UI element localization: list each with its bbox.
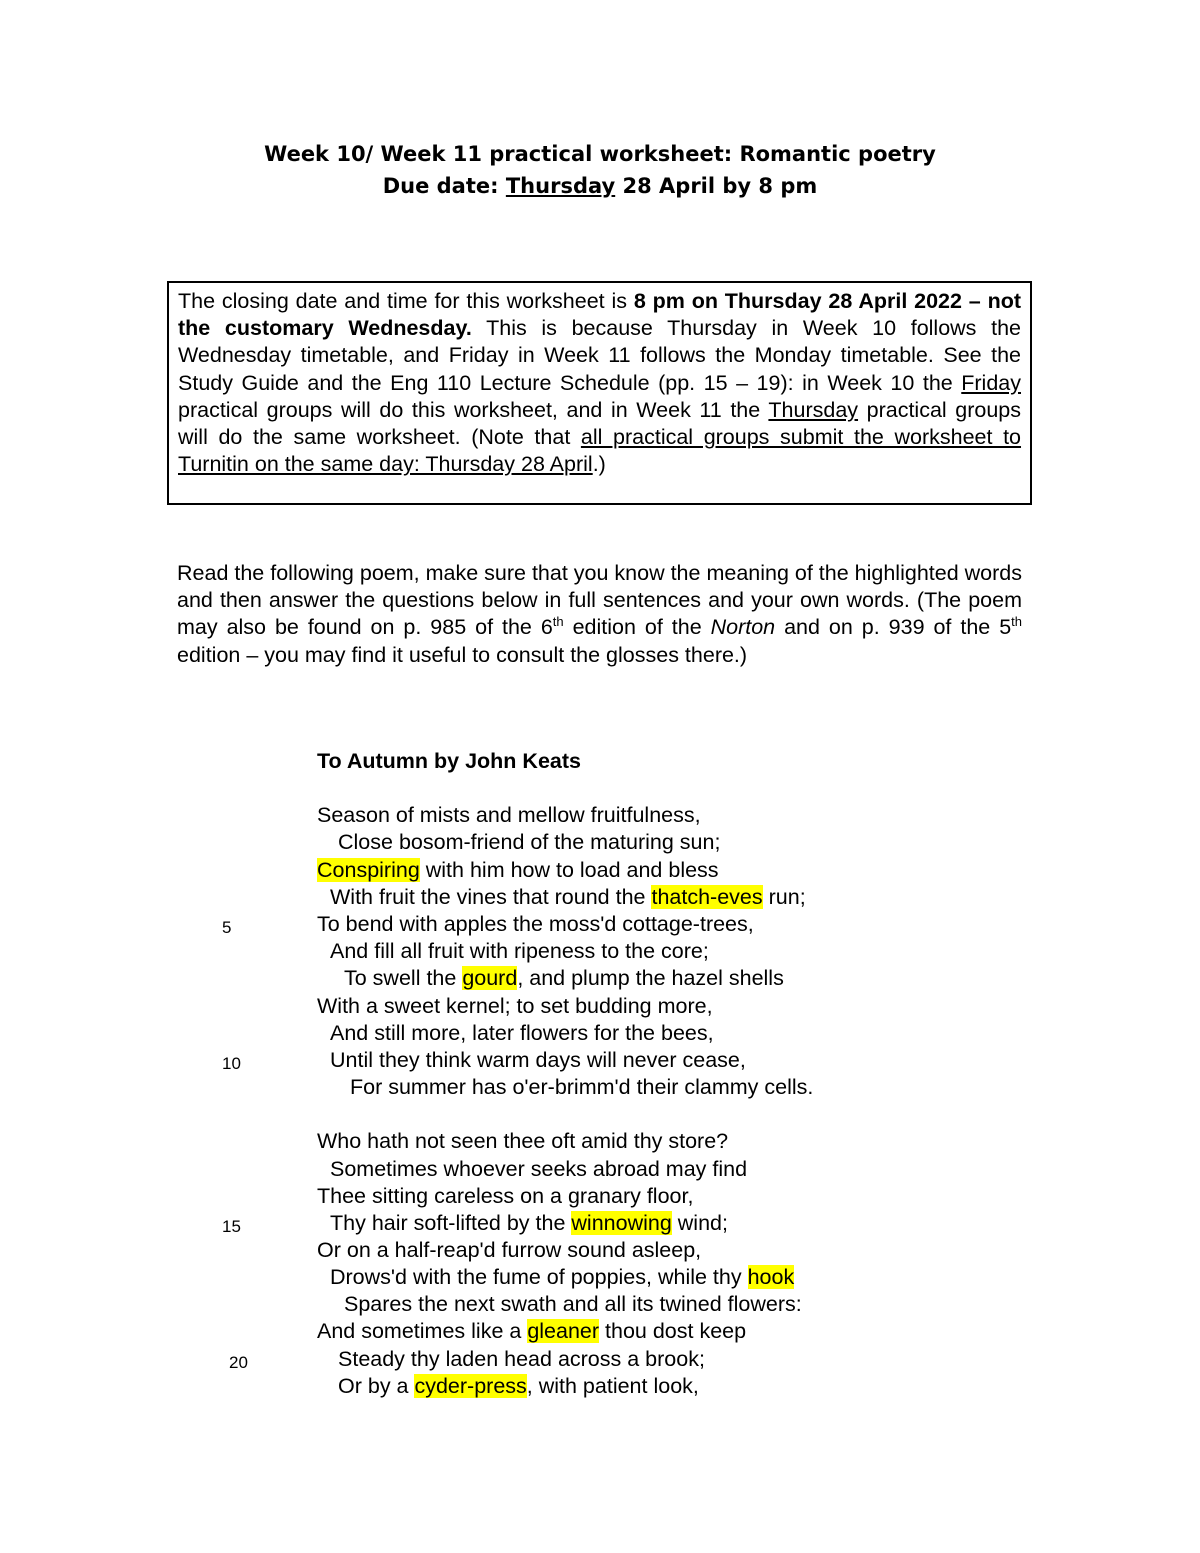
poem-line-10: Until they think warm days will never cease, xyxy=(330,1048,746,1072)
highlighted-word: Conspiring xyxy=(317,858,420,882)
superscript: th xyxy=(1011,614,1022,630)
line-number-20: 20 xyxy=(229,1353,248,1372)
notice-underline-friday: Friday xyxy=(961,370,1021,395)
due-date-prefix: Due date: xyxy=(382,174,506,198)
notice-underline-thursday: Thursday xyxy=(768,397,859,422)
poem-line-17 xyxy=(330,1264,794,1291)
notice-text: The closing date and time for this worksheet is xyxy=(178,289,634,313)
poem-text: Or by a xyxy=(338,1374,415,1398)
poem-line-5: To bend with apples the moss'd cottage-trees, xyxy=(317,912,754,936)
poem-line-16: Or on a half-reap'd furrow sound asleep, xyxy=(317,1238,702,1262)
highlighted-word: gleaner xyxy=(527,1319,600,1343)
superscript: th xyxy=(552,614,564,630)
line-number-10: 10 xyxy=(222,1054,241,1073)
highlighted-word: hook xyxy=(747,1265,795,1289)
poem-line-1: Season of mists and mellow fruitfulness, xyxy=(317,803,701,827)
due-date-rest: 28 April by 8 pm xyxy=(615,174,818,198)
closing-date-notice xyxy=(167,281,1032,505)
poem-line-8: With a sweet kernel; to set budding more, xyxy=(317,994,713,1018)
line-number-15: 15 xyxy=(222,1217,241,1236)
poem-line-6: And fill all fruit with ripeness to the core; xyxy=(330,939,709,963)
highlighted-word: cyder-press xyxy=(414,1374,527,1398)
poem-line-15 xyxy=(330,1210,728,1237)
italic-norton: Norton xyxy=(710,615,776,640)
poem-text: Thy hair soft-lifted by the xyxy=(330,1211,572,1235)
instructions-paragraph xyxy=(177,560,1022,669)
poem-line-18: Spares the next swath and all its twined flowers: xyxy=(344,1292,802,1316)
highlighted-word: gourd xyxy=(462,966,518,990)
poem-text: , with patient look, xyxy=(526,1374,699,1398)
highlighted-word: thatch-eves xyxy=(651,885,763,909)
intro-text: edition – you may find it useful to consult the glosses there.) xyxy=(177,642,748,667)
poem-line-7 xyxy=(344,965,784,992)
poem-line-13: Sometimes whoever seeks abroad may find xyxy=(330,1157,748,1181)
poem-line-11: For summer has o'er-brimm'd their clammy cells. xyxy=(350,1075,814,1099)
poem-text: run; xyxy=(762,885,806,909)
poem-text: And sometimes like a xyxy=(317,1319,528,1343)
poem-text: Drows'd with the fume of poppies, while thy xyxy=(330,1265,748,1289)
poem-line-20: Steady thy laden head across a brook; xyxy=(338,1347,705,1371)
due-date xyxy=(0,174,1200,198)
poem-line-3 xyxy=(317,857,719,884)
notice-text: practical groups will do the same worksheet. (Note that xyxy=(178,397,1021,450)
worksheet-title: Week 10/ Week 11 practical worksheet: Romantic poetry xyxy=(264,142,936,166)
poem-text: With fruit the vines that round the xyxy=(330,885,652,909)
notice-text: practical groups will do this worksheet, and in Week 11 the xyxy=(178,397,769,422)
due-date-day: Thursday xyxy=(505,174,616,198)
poem-line-4 xyxy=(330,884,806,911)
poem-line-14: Thee sitting careless on a granary floor, xyxy=(317,1184,694,1208)
highlighted-word: winnowing xyxy=(571,1211,672,1235)
poem-text: To swell the xyxy=(344,966,463,990)
notice-text: .) xyxy=(592,452,606,477)
poem-text: thou dost keep xyxy=(599,1319,747,1343)
notice-underline-submit: all practical groups submit the worksheet to Turnitin on the same day: Thursday 28 April xyxy=(178,425,1022,477)
line-number-5: 5 xyxy=(222,918,232,937)
poem-text: with him how to load and bless xyxy=(419,858,719,882)
poem-line-9: And still more, later flowers for the bees, xyxy=(330,1021,714,1045)
poem-text: , and plump the hazel shells xyxy=(517,966,784,990)
poem-text: wind; xyxy=(671,1211,728,1235)
intro-text: edition of the xyxy=(563,615,711,640)
poem-line-19 xyxy=(317,1318,746,1345)
poem-line-2: Close bosom-friend of the maturing sun; xyxy=(338,830,721,854)
poem-title: To Autumn by John Keats xyxy=(317,749,581,773)
poem-line-12: Who hath not seen thee oft amid thy store? xyxy=(317,1129,729,1153)
notice-bold: 8 pm on Thursday 28 April 2022 – not the customary Wednesday. xyxy=(178,289,1021,341)
intro-text: and on p. 939 of the 5 xyxy=(775,615,1012,640)
notice-text: This is because Thursday in Week 10 follows the Wednesday timetable, and Friday in Week 11 follows the Monday timetable. See the Study Guide and the Eng 110 Lecture Schedule (pp. 15 – 19): in Week 10 the xyxy=(178,316,1021,395)
intro-text: Read the following poem, make sure that you know the meaning of the highlighted words and then answer the questions below in full sentences and your own words. (The poem may also be found on p. 985 of the 6 xyxy=(177,561,1022,640)
poem-line-21 xyxy=(338,1373,699,1400)
